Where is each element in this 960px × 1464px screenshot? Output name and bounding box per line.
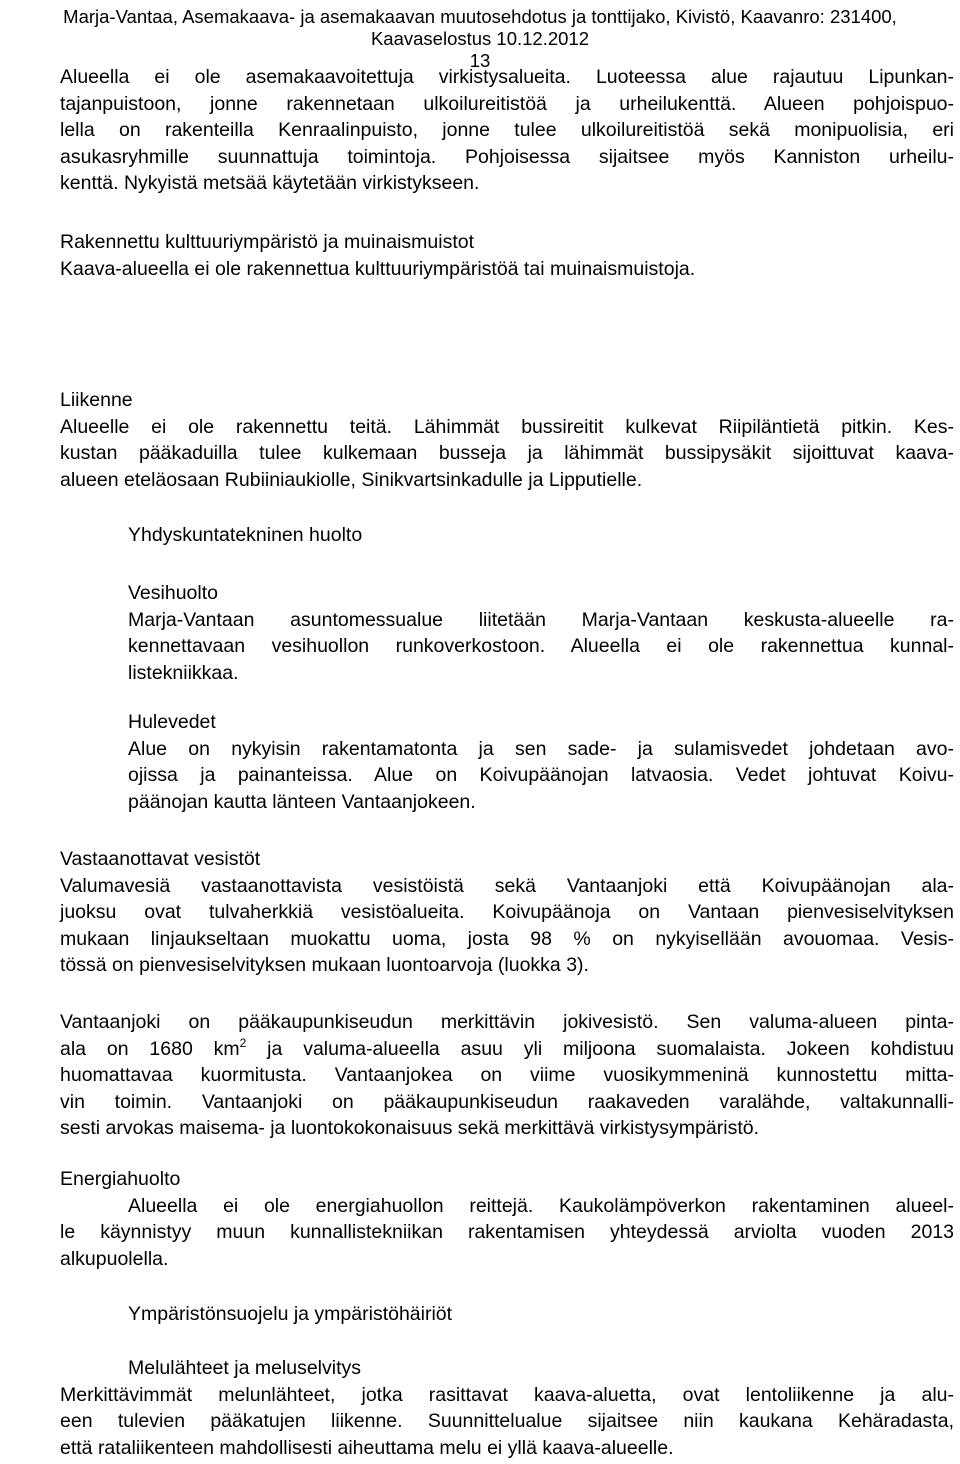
header-title: Marja-Vantaa, Asemakaava- ja asemakaavan muutosehdotus ja tonttijako, Kivistö, Kaavanro: 231400, [63, 6, 897, 27]
text-line: ojissa ja painanteissa. Alue on Koivupäänojan latvaosia. Vedet johtuvat Koivu- [128, 764, 954, 786]
section-heading: Hulevedet [128, 711, 216, 733]
text-line: Merkittävimmät melunlähteet, jotka rasittavat kaava-aluetta, ovat lentoliikenne ja alu- [60, 1383, 954, 1406]
text-line: sesti arvokas maisema- ja luontokokonaisuus sekä merkittävä virkistysympäristö. [60, 1117, 760, 1139]
text-line: lella on rakenteilla Kenraalinpuisto, jonne tulee ulkoilureitistöä sekä monipuolisia, eri [60, 119, 954, 141]
environment-section [128, 1301, 954, 1328]
text-line: juoksu ovat tulvaherkkiä vesistöalueita. Koivupäänoja on Vantaan pienvesiselvityksen [60, 901, 954, 923]
text-line: huomattavaa kuormitusta. Vantaanjokea on viime vuosikymmeninä kunnostettu mitta- [60, 1064, 954, 1086]
noise-section [60, 1355, 954, 1461]
text-line: listekniikkaa. [128, 661, 239, 684]
section-heading: Vesihuolto [128, 582, 218, 604]
text-line: kennettavaan vesihuollon runkoverkostoon. Alueella ei ole rakennettua kunnal- [128, 635, 954, 657]
utilities-section [128, 522, 954, 549]
text-line: Marja-Vantaan asuntomessualue liitetään Marja-Vantaan keskusta-alueelle ra- [128, 608, 954, 631]
recreation-paragraph [60, 64, 954, 197]
section-heading: Energiahuolto [60, 1168, 181, 1190]
section-heading: Yhdyskuntatekninen huolto [128, 524, 363, 546]
text-line-area [60, 1036, 954, 1063]
section-heading: Liikenne [60, 389, 133, 411]
text-line: kenttä. Nykyistä metsää käytetään virkistykseen. [60, 172, 480, 194]
energy-section [60, 1166, 954, 1272]
text-line: le käynnistyy muun kunnallistekniikan rakentamisen yhteydessä arviolta vuoden 2013 [60, 1221, 954, 1243]
text-line: Valumavesiä vastaanottavista vesistöistä sekä Vantaanjoki että Koivupäänojan ala- [60, 874, 954, 897]
text-line: tajanpuistoon, jonne rakennetaan ulkoilureitistöä ja urheilukenttä. Alueen pohjoispuo- [60, 92, 954, 115]
text-line: päänojan kautta länteen Vantaanjokeen. [128, 790, 476, 813]
superscript: 2 [239, 1035, 247, 1050]
vantaanjoki-paragraph [60, 1009, 954, 1142]
header-date: Kaavaselostus 10.12.2012 [370, 28, 590, 49]
text-fragment: ja valuma-alueella asuu yli miljoona suomalaista. Jokeen kohdistuu [246, 1037, 954, 1060]
text-line: Alueelle ei ole rakennettu teitä. Lähimmät bussireitit kulkevat Riipiläntietä pitkin. Kes- [60, 415, 954, 438]
section-heading: Rakennettu kulttuuriympäristö ja muinaismuistot [60, 231, 475, 253]
text-line: mukaan linjaukseltaan muokattu uoma, josta 98 % on nykyisellään avouomaa. Vesis- [60, 927, 954, 950]
text-line: Vantaanjoki on pääkaupunkiseudun merkittävin jokivesistö. Sen valuma-alueen pinta- [60, 1011, 954, 1033]
heritage-section [60, 229, 954, 282]
section-heading: Melulähteet ja meluselvitys [128, 1357, 362, 1379]
text-line: asukasryhmille suunnattuja toimintoja. Pohjoisessa sijaitsee myös Kanniston urheilu- [60, 145, 954, 168]
stormwater-section [128, 709, 954, 815]
text-fragment: ala on 1680 km [60, 1037, 240, 1060]
text-line: alueen eteläosaan Rubiiniaukiolle, Sinikvartsinkadulle ja Lipputielle. [60, 468, 643, 491]
text-line: Kaava-alueella ei ole rakennettua kulttuuriympäristöä tai muinaismuistoja. [60, 257, 696, 280]
water-section [128, 580, 954, 686]
page-header [0, 6, 960, 72]
receiving-waters-section [60, 846, 954, 979]
text-line: tössä on pienvesiselvityksen mukaan luontoarvoja (luokka 3). [60, 954, 589, 976]
text-line: alkupuolella. [60, 1247, 169, 1270]
section-heading: Ympäristönsuojelu ja ympäristöhäiriöt [128, 1303, 453, 1325]
text-line: vin toimin. Vantaanjoki on pääkaupunkiseudun raakaveden varalähde, valtakunnalli- [60, 1090, 954, 1113]
text-line: Alueella ei ole energiahuollon reittejä. Kaukolämpöverkon rakentaminen alueel- [128, 1194, 954, 1217]
text-line: een tulevien pääkatujen liikenne. Suunnittelualue sijaitsee niin kaukana Kehäradasta, [60, 1410, 954, 1432]
text-line: kustan pääkaduilla tulee kulkemaan busseja ja lähimmät bussipysäkit sijoittuvat kaava- [60, 442, 954, 464]
page-number: 13 [469, 50, 491, 71]
text-line: Alue on nykyisin rakentamatonta ja sen sade- ja sulamisvedet johdetaan avo- [128, 737, 954, 760]
text-line: että rataliikenteen mahdollisesti aiheuttama melu ei yllä kaava-alueelle. [60, 1436, 674, 1459]
section-heading: Vastaanottavat vesistöt [60, 848, 261, 870]
text-line: Alueella ei ole asemakaavoitettuja virkistysalueita. Luoteessa alue rajautuu Lipunkan- [60, 66, 954, 88]
traffic-section [60, 387, 954, 493]
